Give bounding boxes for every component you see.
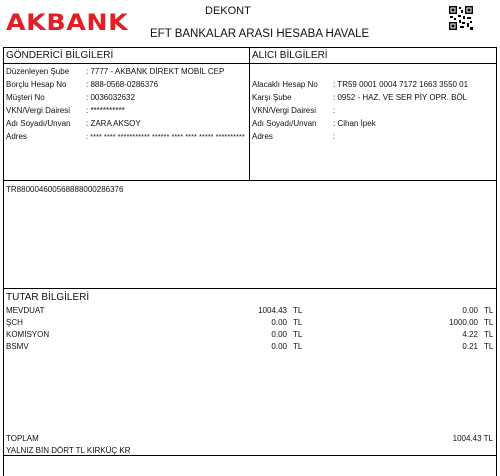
total-label: TOPLAM [6,434,39,443]
amount-value-1: 1004.43 [258,306,287,315]
receiver-label: Karşı Şube [252,93,292,102]
document-title: DEKONT [205,5,251,17]
amount-value-2: 1000.00 [449,318,478,327]
receiver-value: : [333,132,336,141]
sender-value: : *********** [86,106,125,115]
sender-value: : 0036032632 [86,93,135,102]
sender-label: Müşteri No [6,93,45,102]
receiver-value: : 0952 - HAZ. VE SER PİY OPR. BÖL [333,93,468,102]
amount-value-2: 0.00 [462,306,478,315]
currency-label: TL [484,318,494,327]
sender-label: Adres [6,132,27,141]
sender-heading: GÖNDERİCİ BİLGİLERİ [6,50,114,61]
currency-label: TL [484,306,494,315]
qr-code-icon [448,5,474,31]
amount-in-words: YALNIZ BİN DÖRT TL KIRKÜÇ KR [6,446,131,455]
sender-label: Borçlu Hesap No [6,80,67,89]
receiver-value: : TR59 0001 0004 7172 1663 3550 01 [333,80,469,89]
receiver-label: VKN/Vergi Dairesi [252,106,317,115]
total-value: 1004.43 TL [452,434,493,443]
receiver-heading: ALICI BİLGİLERİ [252,50,328,61]
receiver-value: : [333,106,336,115]
receiver-label: Adı Soyadı/Unvan [252,119,317,128]
sender-label: Adı Soyadı/Unvan [6,119,71,128]
amount-row-label: ŞCH [6,318,23,327]
amount-row-label: MEVDUAT [6,306,45,315]
currency-label: TL [484,330,494,339]
amount-value-1: 0.00 [271,330,287,339]
receiver-label: Alacaklı Hesap No [252,80,318,89]
description-section [3,180,497,289]
sender-value: : 888-0568-0286376 [86,80,159,89]
sender-label: VKN/Vergi Dairesi [6,106,71,115]
amount-row-label: KOMİSYON [6,330,50,339]
akbank-logo: AKBANK [6,11,129,36]
amount-value-1: 0.00 [271,342,287,351]
footer-rule [3,455,497,476]
currency-label: TL [293,306,303,315]
currency-label: TL [293,342,303,351]
amount-value-1: 0.00 [271,318,287,327]
receiver-label: Adres [252,132,273,141]
amounts-heading: TUTAR BİLGİLERİ [6,292,90,303]
currency-label: TL [484,342,494,351]
amount-value-2: 4.22 [462,330,478,339]
amount-row-label: BSMV [6,342,29,351]
currency-label: TL [293,330,303,339]
sender-value: : 7777 - AKBANK DİREKT MOBİL CEP [86,67,225,76]
description-text: TR880004600568888000286376 [6,185,124,194]
amount-value-2: 0.21 [462,342,478,351]
sender-value: : ZARA AKSOY [86,119,141,128]
sender-value: : **** **** *********** ****** **** **** ***** ********** [86,132,245,141]
receiver-value: : Cihan İpek [333,119,376,128]
section-divider [3,63,497,64]
document-subtitle: EFT BANKALAR ARASI HESABA HAVALE [150,28,370,40]
currency-label: TL [293,318,303,327]
sender-label: Düzenleyen Şube [6,67,70,76]
